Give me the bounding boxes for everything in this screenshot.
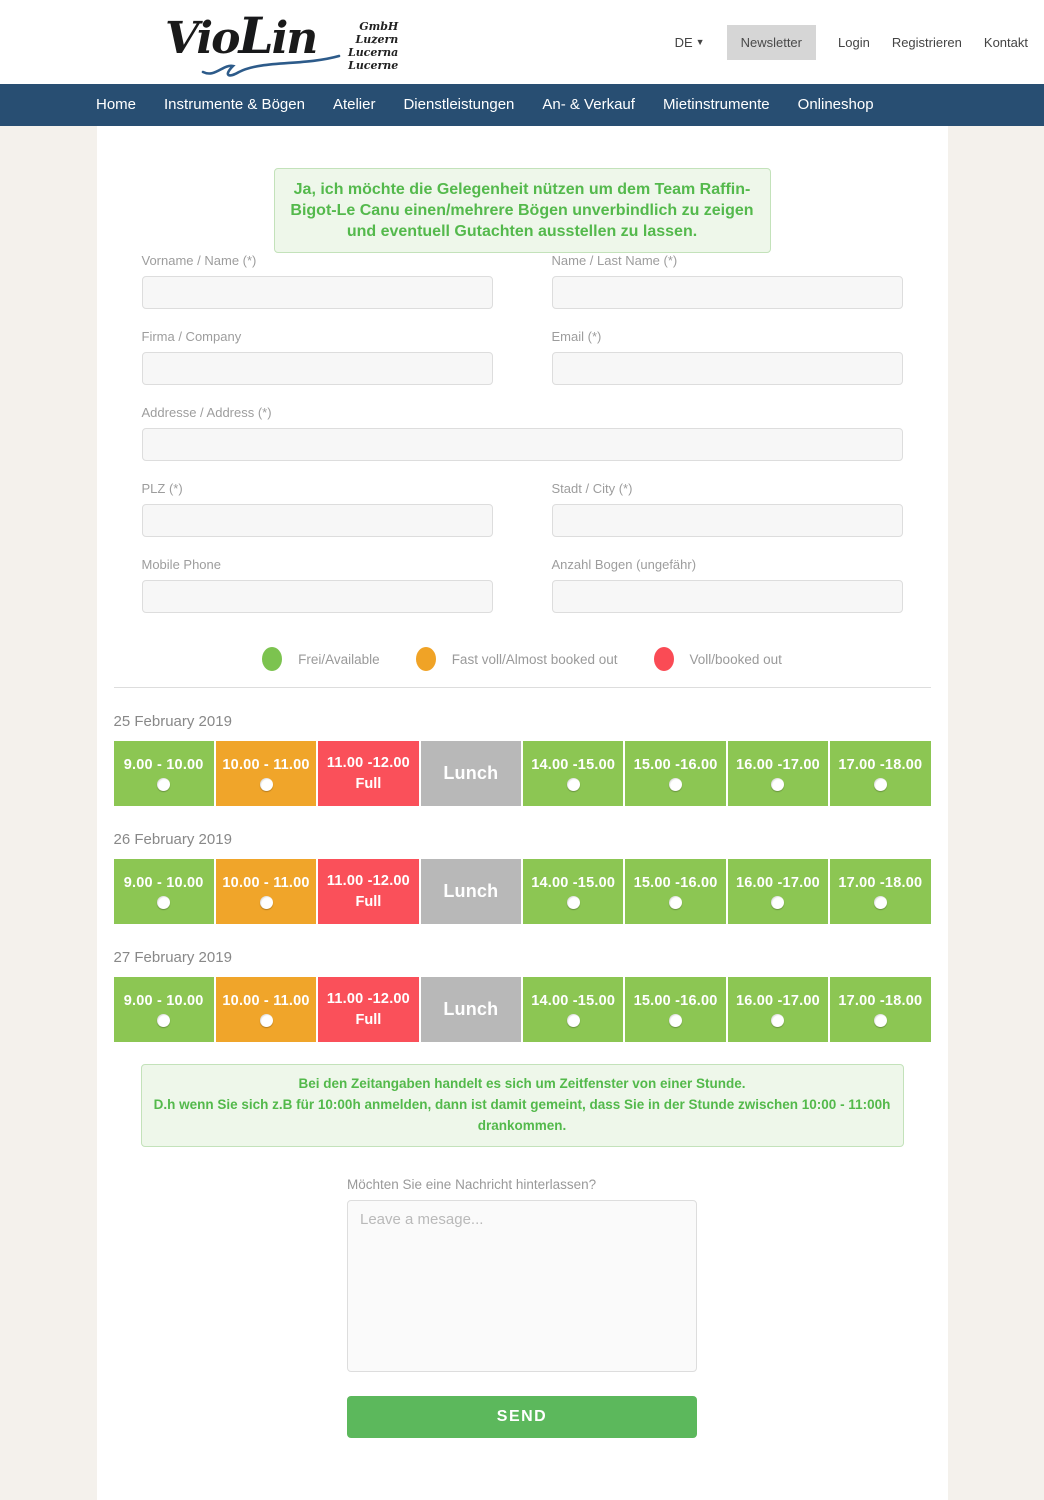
field-email	[552, 329, 903, 385]
slot-time-label: 14.00 -15.00	[531, 874, 616, 891]
time-slot-15-16[interactable]	[625, 977, 725, 1042]
top-header	[0, 0, 1044, 84]
lunch-label: Lunch	[443, 763, 499, 784]
slot-radio[interactable]	[260, 1014, 273, 1027]
field-firma	[142, 329, 493, 385]
slot-radio[interactable]	[874, 778, 887, 791]
lunch-slot	[421, 977, 521, 1042]
slot-radio[interactable]	[567, 1014, 580, 1027]
lunch-slot	[421, 859, 521, 924]
time-slot-16-17[interactable]	[728, 741, 828, 806]
slot-time-label: 14.00 -15.00	[531, 756, 616, 773]
time-slot-10-11[interactable]	[216, 977, 316, 1042]
slot-time-label: 16.00 -17.00	[736, 992, 820, 1009]
field-label: Mobile Phone	[141, 557, 221, 573]
time-slot-16-17[interactable]	[728, 859, 828, 924]
time-slot-9-10[interactable]	[114, 859, 214, 924]
field-anzahl-bogen	[552, 557, 903, 613]
field-vorname	[142, 253, 493, 309]
slot-time-label: 14.00 -15.00	[531, 992, 616, 1009]
slot-time-label: 15.00 -16.00	[633, 756, 718, 773]
slot-time-label: 17.00 -18.00	[838, 874, 923, 891]
slot-time-label: 10.00 - 11.00	[222, 874, 310, 891]
time-slot-11-12-full	[318, 977, 418, 1042]
field-label: Stadt / City (*)	[551, 481, 633, 497]
firma-input[interactable]	[142, 352, 493, 385]
field-label: Vorname / Name (*)	[141, 253, 257, 269]
legend-label: Frei/Available	[298, 651, 380, 667]
time-slot-15-16[interactable]	[625, 741, 725, 806]
field-stadt	[552, 481, 903, 537]
slot-radio[interactable]	[669, 896, 682, 909]
time-slot-17-18[interactable]	[830, 741, 930, 806]
field-label: Firma / Company	[141, 329, 242, 345]
slot-radio[interactable]	[157, 896, 170, 909]
field-address	[142, 405, 903, 461]
free-dot-icon	[262, 647, 282, 671]
day-date-heading: 27 February 2019	[113, 949, 232, 967]
day-date-heading: 25 February 2019	[113, 713, 232, 731]
nav-item-instrumente-boegen[interactable]: Instrumente & Bögen	[164, 96, 305, 113]
slot-radio[interactable]	[260, 778, 273, 791]
slot-time-label: 16.00 -17.00	[736, 874, 820, 891]
slot-radio[interactable]	[771, 896, 784, 909]
slot-radio[interactable]	[874, 1014, 887, 1027]
field-mobile	[142, 557, 493, 613]
note-line-1: Bei den Zeitangaben handelt es sich um Zeitfenster von einer Stunde.	[298, 1076, 746, 1092]
language-label: DE	[674, 34, 693, 50]
slot-row	[114, 977, 931, 1042]
field-label: Name / Last Name (*)	[551, 253, 678, 269]
availability-legend	[97, 647, 948, 671]
legend-booked-out	[654, 647, 782, 671]
slot-radio[interactable]	[260, 896, 273, 909]
time-slot-17-18[interactable]	[830, 977, 930, 1042]
slot-time-label: 9.00 - 10.00	[123, 874, 204, 891]
slot-radio[interactable]	[669, 1014, 682, 1027]
mobile-input[interactable]	[142, 580, 493, 613]
nav-item-mietinstrumente[interactable]: Mietinstrumente	[662, 96, 770, 113]
slot-time-label: 10.00 - 11.00	[222, 992, 310, 1009]
nav-item-dienstleistungen[interactable]: Dienstleistungen	[403, 96, 515, 113]
time-slot-14-15[interactable]	[523, 977, 623, 1042]
header-links	[675, 25, 1028, 60]
time-slot-17-18[interactable]	[830, 859, 930, 924]
legend-almost-booked	[416, 647, 618, 671]
lunch-label: Lunch	[443, 881, 499, 902]
slot-time-label: 16.00 -17.00	[736, 756, 820, 773]
field-label: Email (*)	[551, 329, 602, 345]
lunch-slot	[421, 741, 521, 806]
message-label: Möchten Sie eine Nachricht hinterlassen?	[347, 1177, 597, 1193]
slot-time-label: 9.00 - 10.00	[123, 992, 204, 1009]
day-date-heading: 26 February 2019	[113, 831, 232, 849]
language-selector[interactable]	[675, 35, 705, 50]
register-link[interactable]: Registrieren	[891, 34, 962, 50]
slot-time-label: 15.00 -16.00	[633, 992, 718, 1009]
slot-time-label: 11.00 -12.00	[326, 991, 410, 1008]
slot-radio[interactable]	[771, 1014, 784, 1027]
time-window-note-box	[141, 1064, 904, 1147]
brand-wordmark: VioLin	[165, 6, 317, 65]
slot-time-label: 17.00 -18.00	[838, 756, 923, 773]
time-slot-14-15[interactable]	[523, 859, 623, 924]
message-section	[347, 1177, 697, 1377]
time-slot-9-10[interactable]	[114, 977, 214, 1042]
login-link[interactable]: Login	[838, 34, 870, 50]
brand-logo[interactable]	[165, 6, 398, 78]
brand-subtitle: GmbH Luzern Lucerna Lucerne	[347, 20, 399, 72]
anzahl-bogen-input[interactable]	[552, 580, 903, 613]
legend-label: Fast voll/Almost booked out	[451, 651, 618, 667]
time-slot-15-16[interactable]	[625, 859, 725, 924]
time-slot-14-15[interactable]	[523, 741, 623, 806]
slot-time-label: 9.00 - 10.00	[123, 756, 204, 773]
slot-time-label: 17.00 -18.00	[838, 992, 923, 1009]
slot-radio[interactable]	[874, 896, 887, 909]
time-slot-11-12-full	[318, 741, 418, 806]
booked-out-dot-icon	[654, 647, 674, 671]
slot-time-label: 10.00 - 11.00	[222, 756, 310, 773]
almost-booked-dot-icon	[416, 647, 436, 671]
nav-item-onlineshop[interactable]: Onlineshop	[797, 96, 874, 113]
message-textarea[interactable]	[347, 1200, 697, 1372]
booking-schedule	[114, 713, 931, 1042]
slot-radio[interactable]	[157, 778, 170, 791]
slot-radio[interactable]	[567, 778, 580, 791]
field-label: Addresse / Address (*)	[141, 405, 272, 421]
time-slot-10-11[interactable]	[216, 741, 316, 806]
slot-radio[interactable]	[771, 778, 784, 791]
slot-radio[interactable]	[669, 778, 682, 791]
email-input[interactable]	[552, 352, 903, 385]
nav-item-atelier[interactable]: Atelier	[332, 96, 376, 113]
field-plz	[142, 481, 493, 537]
time-slot-11-12-full	[318, 859, 418, 924]
slot-time-label: 11.00 -12.00	[326, 873, 410, 890]
send-button[interactable]: SEND	[347, 1396, 697, 1438]
nav-item-an-verkauf[interactable]: An- & Verkauf	[542, 96, 635, 113]
lunch-label: Lunch	[443, 999, 499, 1020]
slot-radio[interactable]	[157, 1014, 170, 1027]
slot-time-label: 11.00 -12.00	[326, 755, 410, 772]
stadt-input[interactable]	[552, 504, 903, 537]
slot-full-label: Full	[355, 894, 382, 911]
legend-free	[262, 647, 380, 671]
appointment-form	[142, 253, 903, 613]
content-panel	[97, 126, 948, 1500]
newsletter-button[interactable]: Newsletter	[727, 25, 816, 60]
legend-label: Voll/booked out	[689, 651, 782, 667]
logo-swash-flourish	[193, 52, 343, 78]
slot-full-label: Full	[355, 1012, 382, 1029]
note-line-2: D.h wenn Sie sich z.B für 10:00h anmelden, dann ist damit gemeint, dass Sie in der Stunde zwischen 10:00 - 11:00h drankommen.	[153, 1097, 891, 1134]
time-slot-16-17[interactable]	[728, 977, 828, 1042]
intro-message-box: Ja, ich möchte die Gelegenheit nützen um dem Team Raffin-Bigot-Le Canu einen/mehrere Bögen unverbindlich zu zeigen und eventuell Gutachten ausstellen zu lassen.	[274, 168, 771, 253]
chevron-down-icon: ▼	[695, 37, 705, 47]
main-navigation	[0, 84, 1044, 126]
legend-divider	[114, 687, 931, 688]
address-input[interactable]	[142, 428, 903, 461]
field-label: PLZ (*)	[141, 481, 183, 497]
slot-row	[114, 859, 931, 924]
vorname-input[interactable]	[142, 276, 493, 309]
lastname-input[interactable]	[552, 276, 903, 309]
slot-time-label: 15.00 -16.00	[633, 874, 718, 891]
contact-link[interactable]: Kontakt	[983, 34, 1028, 50]
time-slot-10-11[interactable]	[216, 859, 316, 924]
slot-radio[interactable]	[567, 896, 580, 909]
nav-item-home[interactable]: Home	[96, 96, 137, 113]
plz-input[interactable]	[142, 504, 493, 537]
field-label: Anzahl Bogen (ungefähr)	[551, 557, 697, 573]
field-lastname	[552, 253, 903, 309]
slot-full-label: Full	[355, 776, 382, 793]
time-slot-9-10[interactable]	[114, 741, 214, 806]
slot-row	[114, 741, 931, 806]
